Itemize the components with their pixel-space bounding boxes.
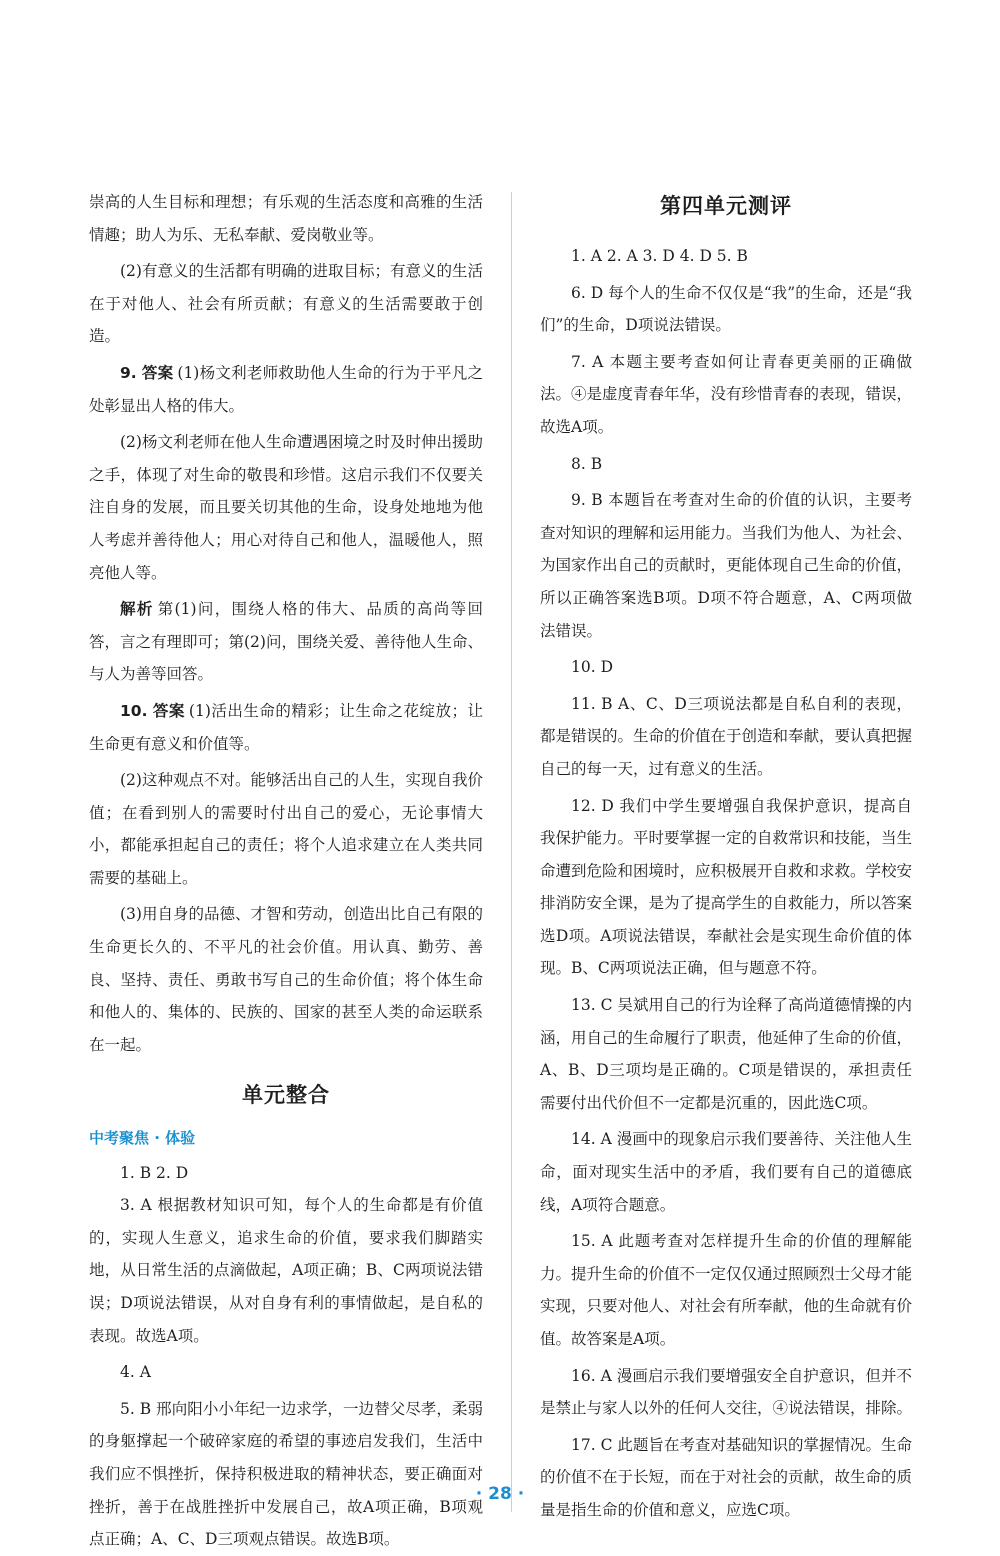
unit-test-title: 第四单元测评 — [660, 194, 792, 218]
answer-item: 16. A 漫画启示我们要增强安全自护意识，但并不是禁止与家人以外的任何人交往，④说法错误，排除。 — [540, 1366, 913, 1418]
answer-item: 8. B — [571, 454, 603, 473]
question-9-analysis — [89, 593, 483, 691]
answer-item: 7. A 本题主要考查如何让青春更美丽的正确做法。④是虚度青春年华，没有珍惜青春的表现，错误，故选A项。 — [540, 352, 913, 436]
paragraph: (2)这种观点不对。能够活出自己的人生，实现自我价值；在看到别人的需要时付出自己的爱心，无论事情大小，都能承担起自己的责任；将个人追求建立在人类共同需要的基础上。 — [89, 771, 483, 887]
left-column — [89, 186, 483, 1556]
answer-item: 14. A 漫画中的现象启示我们要善待、关注他人生命，面对现实生活中的矛盾，我们要有自己的道德底线，A项符合题意。 — [540, 1130, 912, 1214]
answer-item: 17. C 此题旨在考查对基础知识的掌握情况。生命的价值不在于长短，而在于对社会的贡献，故生命的质量是指生命的价值和意义，应选C项。 — [540, 1435, 913, 1519]
question-number: 9. — [120, 363, 137, 382]
analysis-text: 第(1)问，围绕人格的伟大、品质的高尚等回答，言之有理即可；第(2)问，围绕关爱、善待他人生命、与人为善等回答。 — [89, 600, 483, 684]
question-10-answer — [89, 695, 483, 760]
answer-item: 1. A 2. A 3. D 4. D 5. B — [571, 247, 748, 265]
paragraph: (3)用自身的品德、才智和劳动，创造出比自己有限的生命更长久的、不平凡的社会价值。用认真、勤劳、善良、坚持、责任、勇敢书写自己的生命价值；将个体生命和他人的、集体的、民族的、国家的甚至人类的命运联系在一起。 — [89, 905, 483, 1054]
question-9-answer — [89, 357, 483, 422]
answer-item: 10. D — [571, 658, 614, 677]
answer-item: 3. A 根据教材知识可知，每个人的生命都是有价值的，实现人生意义，追求生命的价值，要求我们脚踏实地，从日常生活的点滴做起，A项正确；B、C两项说法错误；D项说法错误，从对自身有利的事情做起，是自私的表现。故选A项。 — [89, 1196, 483, 1345]
answer-text: (1)杨文利老师救助他人生命的行为于平凡之处彰显出人格的伟大。 — [89, 363, 483, 415]
section-title: 单元整合 — [242, 1083, 330, 1108]
answer-item: 4. A — [120, 1363, 151, 1382]
column-divider — [511, 192, 512, 1512]
answer-text: (1)活出生命的精彩；让生命之花绽放；让生命更有意义和价值等。 — [89, 701, 483, 753]
paragraph: 崇高的人生目标和理想；有乐观的生活态度和高雅的生活情趣；助人为乐、无私奉献、爱岗敬业等。 — [89, 193, 483, 244]
answer-item: 13. C 吴斌用自己的行为诠释了高尚道德情操的内涵，用自己的生命履行了职责，他延伸了生命的价值，A、B、D三项均是正确的。C项是错误的，承担责任需要付出代价但不一定都是沉重的，因此选C项。 — [540, 996, 913, 1112]
question-number: 10. — [120, 701, 148, 720]
answer-item: 6. D 每个人的生命不仅仅是“我”的生命，还是“我们”的生命，D项说法错误。 — [540, 283, 912, 335]
answer-item: 11. B A、C、D三项说法都是自私自利的表现，都是错误的。生命的价值在于创造和奉献，要认真把握自己的每一天，过有意义的生活。 — [540, 694, 913, 778]
answer-label: 答案 — [152, 701, 185, 720]
answer-item: 12. D 我们中学生要增强自我保护意识，提高自我保护能力。平时要掌握一定的自救常识和技能，当生命遭到危险和困境时，应积极展开自救和求救。学校安排消防安全课，是为了提高学生的自救能力，所以答案选D项。A项说法错误，奉献社会是实现生命价值的体现。B、C两项说法正确，但与题意不符。 — [540, 796, 913, 978]
answer-label: 答案 — [141, 363, 174, 382]
answer-item: 9. B 本题旨在考查对生命的价值的认识，主要考查对知识的理解和运用能力。当我们为他人、为社会、为国家作出自己的贡献时，更能体现自己生命的价值，所以正确答案选B项。D项不符合题意，A、C两项做法错误。 — [540, 491, 913, 640]
page-number: · 28 · — [475, 1484, 525, 1504]
right-column — [540, 186, 912, 1527]
paragraph: (2)有意义的生活都有明确的进取目标；有意义的生活在于对他人、社会有所贡献；有意义的生活需要敢于创造。 — [89, 262, 483, 346]
paragraph: (2)杨文利老师在他人生命遭遇困境之时及时伸出援助之手，体现了对生命的敬畏和珍惜。这启示我们不仅要关注自身的发展，而且要关切其他的生命，设身处地地为他人考虑并善待他人；用心对待自己和他人，温暖他人，照亮他人等。 — [89, 433, 483, 582]
sub-heading: 中考聚焦 · 体验 — [89, 1129, 196, 1148]
analysis-label: 解析 — [120, 600, 154, 619]
answer-item: 1. B 2. D — [120, 1163, 189, 1182]
answer-item: 15. A 此题考查对怎样提升生命的价值的理解能力。提升生命的价值不一定仅仅通过照顾烈士父母才能实现，只要对他人、对社会有所奉献，他的生命就有价值。故答案是A项。 — [540, 1232, 913, 1348]
answer-item: 5. B 邢向阳小小年纪一边求学，一边替父尽孝，柔弱的身躯撑起一个破碎家庭的希望的事迹启发我们，生活中我们应不惧挫折，保持积极进取的精神状态，要正确面对挫折，善于在战胜挫折中发展自己，故A项正确，B项观点正确；A、C、D三项观点错误。故选B项。 — [89, 1399, 483, 1549]
